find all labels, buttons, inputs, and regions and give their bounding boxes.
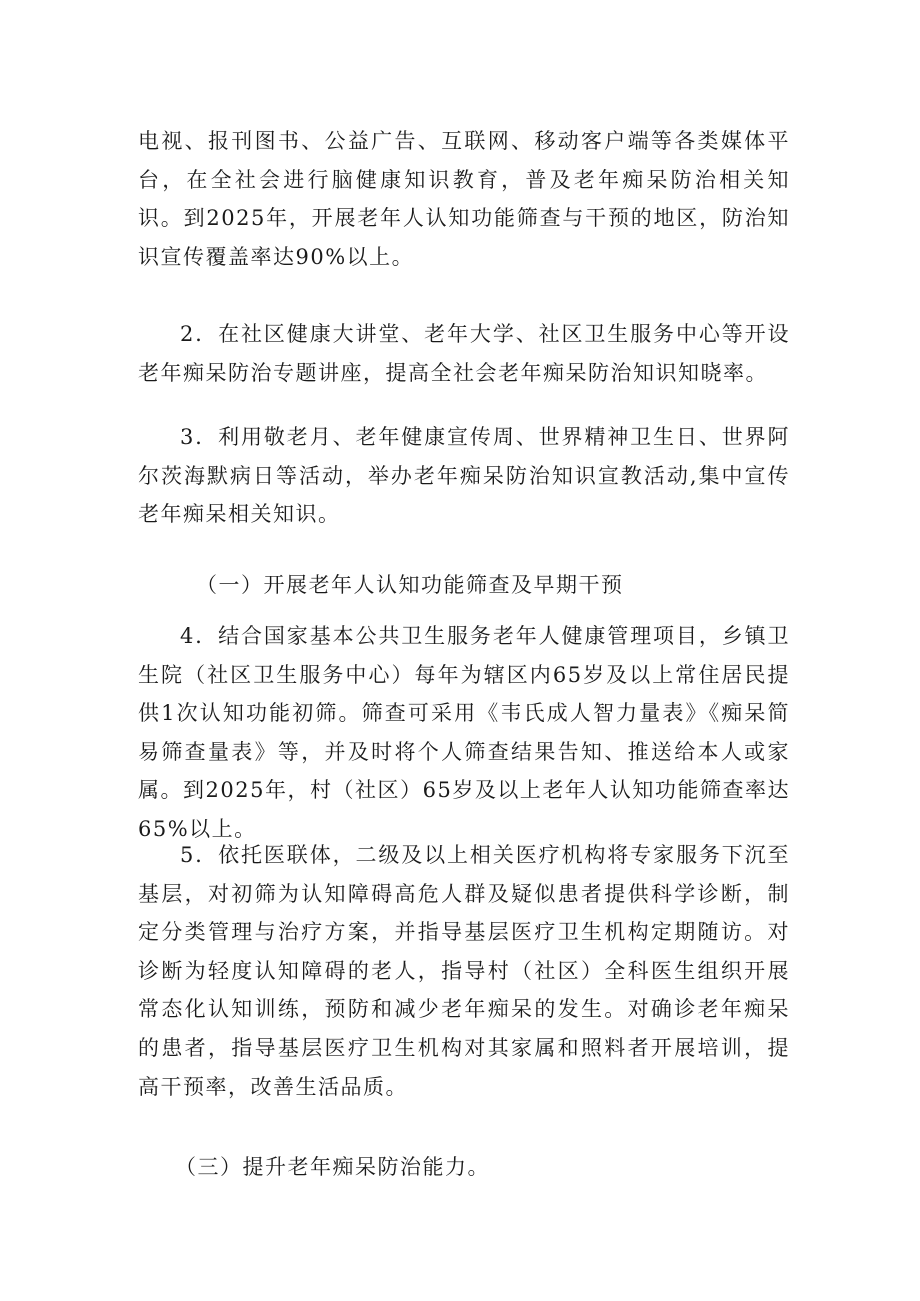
paragraph-media-education: 电视、报刊图书、公益广告、互联网、移动客户端等各类媒体平台，在全社会进行脑健康知识教育，普及老年痴呆防治相关知识。到2025年，开展老年人认知功能筛查与干预的地区，防治知识宣传覆盖率达90%以上。 (138, 129, 790, 269)
paragraph-item-3-campaigns: 3．利用敬老月、老年健康宣传周、世界精神卫生日、世界阿尔茨海默病日等活动，举办老年痴呆防治知识宣教活动,集中宣传老年痴呆相关知识。 (138, 425, 790, 527)
section-heading-capacity: （三）提升老年痴呆防治能力。 (175, 1155, 490, 1179)
paragraph-item-2-lectures: 2．在社区健康大讲堂、老年大学、社区卫生服务中心等开设老年痴呆防治专题讲座，提高全社会老年痴呆防治知识知晓率。 (138, 322, 790, 385)
paragraph-item-4-screening: 4．结合国家基本公共卫生服务老年人健康管理项目，乡镇卫生院（社区卫生服务中心）每年为辖区内65岁及以上常住居民提供1次认知功能初筛。筛查可采用《韦氏成人智力量表》《痴呆简易筛查量表》等，并及时将个人筛查结果告知、推送给本人或家属。到2025年，村（社区）65岁及以上老年人认知功能筛查率达65%以上。 (138, 624, 790, 841)
section-heading-screening: （一）开展老年人认知功能筛查及早期干预 (196, 573, 624, 597)
paragraph-item-5-medical-alliance: 5．依托医联体，二级及以上相关医疗机构将专家服务下沉至基层，对初筛为认知障碍高危人群及疑似患者提供科学诊断，制定分类管理与治疗方案，并指导基层医疗卫生机构定期随访。对诊断为轻度认知障碍的老人，指导村（社区）全科医生组织开展常态化认知训练，预防和减少老年痴呆的发生。对确诊老年痴呆的患者，指导基层医疗卫生机构对其家属和照料者开展培训，提高干预率，改善生活品质。 (138, 843, 790, 1099)
